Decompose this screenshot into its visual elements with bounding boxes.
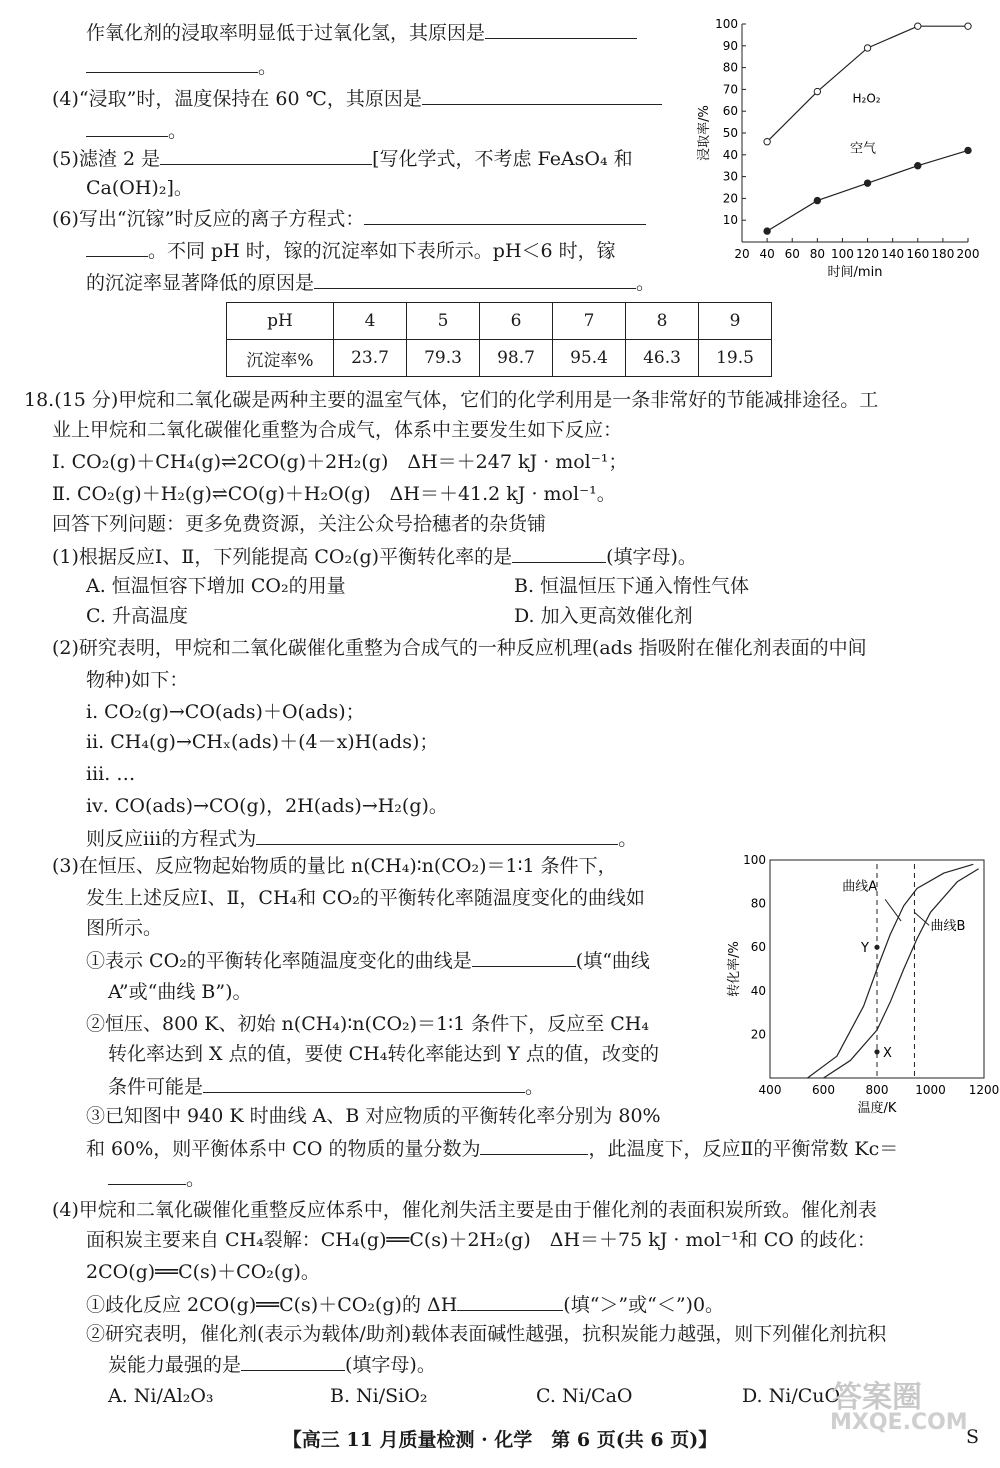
q17-6-cont: 。不同 pH 时，镓的沉淀率如下表所示。pH＜6 时，镓 — [86, 238, 616, 263]
q18-3-2: ②恒压、800 K、初始 n(CH₄)∶n(CO₂)＝1∶1 条件下，反应至 CH₄ — [86, 1013, 649, 1035]
q17-5-cont: Ca(OH)₂]。 — [86, 177, 193, 199]
q17-6: (6)写出“沉镓”时反应的离子方程式： — [52, 206, 646, 231]
data-point — [915, 23, 921, 29]
answer-blank[interactable] — [457, 1292, 563, 1311]
precipitation-table — [226, 302, 772, 377]
series-label: 曲线A — [842, 879, 878, 895]
answer-blank[interactable] — [108, 1166, 186, 1185]
y-tick-label: 90 — [722, 38, 738, 53]
q18-2: (2)研究表明，甲烷和二氧化碳催化重整为合成气的一种反应机理(ads 指吸附在催化剂表面的中间 — [52, 637, 867, 659]
x-tick-label: 120 — [856, 247, 880, 261]
table-cell: 98.7 — [480, 340, 553, 377]
q18-1: (1)根据反应Ⅰ、Ⅱ，下列能提高 CO₂(g)平衡转化率的是 (填字母)。 — [52, 546, 697, 568]
x-tick-label: 80 — [809, 247, 825, 261]
series-line — [767, 26, 968, 142]
table-cell: 79.3 — [407, 340, 480, 377]
q18-4-2: ②研究表明，催化剂(表示为载体/助剂)载体表面碱性越强，抗积炭能力越强，则下列催化剂抗积 — [86, 1323, 887, 1345]
table-cell: 46.3 — [626, 340, 699, 377]
q17-6-cont2: 的沉淀率显著降低的原因是 。 — [86, 272, 656, 294]
table-cell: 7 — [553, 303, 626, 340]
q18-4-2-cont: 炭能力最强的是 (填字母)。 — [108, 1354, 436, 1376]
x-tick-label: 1000 — [915, 1083, 946, 1097]
q18-3-2-cont: 转化率达到 X 点的值，要使 CH₄转化率能达到 Y 点的值，改变的 — [108, 1043, 659, 1065]
q18-4-cont: 面积炭主要来自 CH₄裂解：CH₄(g)══C(s)＋2H₂(g) ΔH＝＋75 kJ · mol⁻¹和 CO 的歧化： — [86, 1229, 876, 1251]
data-point — [965, 147, 971, 153]
series-label: 空气 — [849, 141, 876, 157]
data-point — [764, 139, 770, 145]
table-row — [227, 303, 772, 340]
x-tick-label: 1200 — [968, 1083, 1000, 1097]
y-tick-label: 60 — [750, 940, 766, 955]
q18-4-cont2: 2CO(g)══C(s)＋CO₂(g)。 — [86, 1261, 320, 1283]
answer-blank[interactable] — [86, 238, 148, 257]
q18-2-ask: 则反应ⅲ的方程式为 。 — [86, 828, 638, 850]
option-d: D. 加入更高效催化剂 — [514, 605, 693, 627]
answer-blank[interactable] — [86, 118, 168, 137]
y-tick-label: 100 — [715, 17, 738, 31]
q18-3-cont2: 图所示。 — [86, 917, 163, 939]
q18-intro2: 业上甲烷和二氧化碳催化重整为合成气，体系中主要发生如下反应： — [52, 419, 623, 441]
mechanism-2: ⅱ. CH₄(g)→CHₓ(ads)＋(4－x)H(ads)； — [86, 731, 439, 753]
q17-5: (5)滤渣 2 是 [写化学式，不考虑 FeAsO₄ 和 — [52, 148, 633, 170]
point-label: Y — [861, 941, 869, 957]
y-tick-label: 30 — [722, 169, 738, 184]
conversion-rate-chart — [720, 848, 1000, 1120]
q17-4: (4)“浸取”时，温度保持在 60 ℃，其原因是 — [52, 86, 662, 111]
series-curve — [824, 869, 979, 1078]
x-tick-label: 800 — [865, 1083, 889, 1097]
x-axis-label: 温度/K — [857, 1101, 897, 1116]
answer-blank[interactable] — [314, 270, 636, 289]
y-tick-label: 70 — [722, 82, 738, 97]
q18-4-1: ①歧化反应 2CO(g)══C(s)＋CO₂(g)的 ΔH (填“＞”或“＜”)0。 — [86, 1294, 725, 1316]
mechanism-3: ⅲ. … — [86, 763, 136, 785]
x-tick-label: 40 — [759, 247, 775, 261]
q17-4-cont: 。 — [86, 118, 187, 143]
q18-3-2-cont2: 条件可能是 。 — [108, 1076, 545, 1098]
answer-blank[interactable] — [86, 54, 258, 73]
label-leader — [885, 899, 901, 921]
answer-blank[interactable] — [364, 206, 646, 225]
x-tick-label: 180 — [931, 247, 955, 261]
q18-2-cont: 物种)如下： — [86, 669, 189, 691]
y-tick-label: 20 — [750, 1027, 766, 1042]
answer-blank[interactable] — [485, 20, 637, 39]
mechanism-4: ⅳ. CO(ads)→CO(g)，2H(ads)→H₂(g)。 — [86, 795, 448, 817]
q18-3-3-cont2: 。 — [108, 1166, 205, 1191]
answer-blank[interactable] — [512, 544, 606, 563]
answer-blank[interactable] — [480, 1136, 588, 1155]
option-b: B. Ni/SiO₂ — [330, 1385, 428, 1407]
answer-blank[interactable] — [472, 948, 576, 967]
series-line — [767, 150, 968, 231]
table-cell: 5 — [407, 303, 480, 340]
q18-3: (3)在恒压、反应物起始物质的量比 n(CH₄)∶n(CO₂)＝1∶1 条件下， — [52, 855, 617, 877]
y-tick-label: 100 — [743, 853, 766, 867]
q17-text-line: 作氧化剂的浸取率明显低于过氧化氢，其原因是 — [86, 20, 637, 45]
table-header-rate: 沉淀率% — [227, 340, 334, 377]
reaction-2: Ⅱ. CO₂(g)＋H₂(g)⇌CO(g)＋H₂O(g) ΔH＝＋41.2 kJ · mol⁻¹。 — [52, 483, 616, 505]
x-tick-label: 140 — [881, 247, 905, 261]
x-tick-label: 60 — [784, 247, 800, 261]
y-tick-label: 60 — [722, 104, 738, 119]
q18-4: (4)甲烷和二氧化碳催化重整反应体系中，催化剂失活主要是由于催化剂的表面积炭所致。催化剂表 — [52, 1199, 877, 1221]
q18-intro: 18.(15 分)甲烷和二氧化碳是两种主要的温室气体，它们的化学利用是一条非常好的节能减排途径。工 — [24, 389, 879, 411]
q18-instruction: 回答下列问题：更多免费资源，关注公众号拾穗者的杂货铺 — [52, 513, 547, 535]
table-cell: 6 — [480, 303, 553, 340]
y-axis-label: 转化率/% — [727, 941, 742, 997]
x-tick-label: 160 — [906, 247, 930, 261]
x-tick-label: 400 — [758, 1083, 782, 1097]
q18-3-1-cont: A”或“曲线 B”)。 — [108, 981, 252, 1003]
leaching-rate-chart — [690, 10, 990, 290]
y-tick-label: 50 — [722, 126, 738, 140]
q18-3-3: ③已知图中 940 K 时曲线 A、B 对应物质的平衡转化率分别为 80% — [86, 1105, 661, 1127]
data-point — [814, 88, 820, 94]
data-point — [874, 945, 879, 950]
answer-blank[interactable] — [160, 146, 372, 165]
data-point — [864, 45, 870, 51]
series-label: 曲线B — [930, 918, 966, 934]
series-label: H₂O₂ — [852, 91, 881, 106]
option-c: C. Ni/CaO — [536, 1385, 633, 1407]
answer-blank[interactable] — [203, 1074, 525, 1093]
data-point — [874, 1049, 879, 1054]
y-tick-label: 20 — [722, 191, 738, 206]
watermark-logo: 答案圈 — [832, 1380, 922, 1415]
y-tick-label: 40 — [722, 147, 738, 162]
table-cell: 23.7 — [334, 340, 407, 377]
x-tick-label: 20 — [734, 247, 750, 261]
table-cell: 19.5 — [699, 340, 772, 377]
option-b: B. 恒温恒压下通入惰性气体 — [514, 575, 750, 597]
watermark-url: MXQE.COM — [830, 1410, 968, 1435]
footer-mark: S — [966, 1426, 980, 1448]
table-cell: 95.4 — [553, 340, 626, 377]
y-tick-label: 80 — [750, 896, 766, 911]
x-tick-label: 200 — [956, 247, 980, 261]
data-point — [764, 228, 770, 234]
data-point — [965, 23, 971, 29]
point-label: X — [883, 1045, 892, 1061]
x-tick-label: 600 — [812, 1083, 835, 1097]
answer-blank[interactable] — [422, 86, 662, 105]
option-a: A. Ni/Al₂O₃ — [108, 1385, 214, 1407]
data-point — [814, 197, 820, 203]
answer-blank[interactable] — [241, 1352, 345, 1371]
table-row — [227, 340, 772, 377]
option-d: D. Ni/CuO — [742, 1385, 841, 1407]
y-axis-label: 浸取率/% — [697, 105, 712, 161]
q18-3-3-cont: 和 60%，则平衡体系中 CO 的物质的量分数为 ，此温度下，反应Ⅱ的平衡常数 Kc＝ — [86, 1138, 899, 1160]
reaction-1: Ⅰ. CO₂(g)＋CH₄(g)⇌2CO(g)＋2H₂(g) ΔH＝＋247 kJ · mol⁻¹； — [52, 451, 628, 473]
data-point — [864, 180, 870, 186]
table-cell: 9 — [699, 303, 772, 340]
table-cell: 4 — [334, 303, 407, 340]
option-c: C. 升高温度 — [86, 605, 188, 627]
mechanism-1: ⅰ. CO₂(g)→CO(ads)＋O(ads)； — [86, 701, 365, 723]
x-tick-label: 100 — [830, 247, 854, 261]
answer-blank[interactable] — [256, 826, 618, 845]
table-cell: 8 — [626, 303, 699, 340]
y-tick-label: 40 — [750, 983, 766, 998]
q18-3-cont: 发生上述反应Ⅰ、Ⅱ，CH₄和 CO₂的平衡转化率随温度变化的曲线如 — [86, 887, 645, 909]
y-tick-label: 10 — [722, 213, 738, 228]
page-footer: 【高三 11 月质量检测 · 化学 第 6 页(共 6 页)】 — [282, 1429, 718, 1451]
option-a: A. 恒温恒容下增加 CO₂的用量 — [86, 575, 346, 597]
q18-3-1: ①表示 CO₂的平衡转化率随温度变化的曲线是 (填“曲线 — [86, 950, 650, 972]
table-header-ph: pH — [227, 303, 334, 340]
y-tick-label: 80 — [722, 60, 738, 75]
q17-text-line: 。 — [86, 54, 277, 79]
data-point — [915, 163, 921, 169]
x-axis-label: 时间/min — [827, 265, 883, 280]
